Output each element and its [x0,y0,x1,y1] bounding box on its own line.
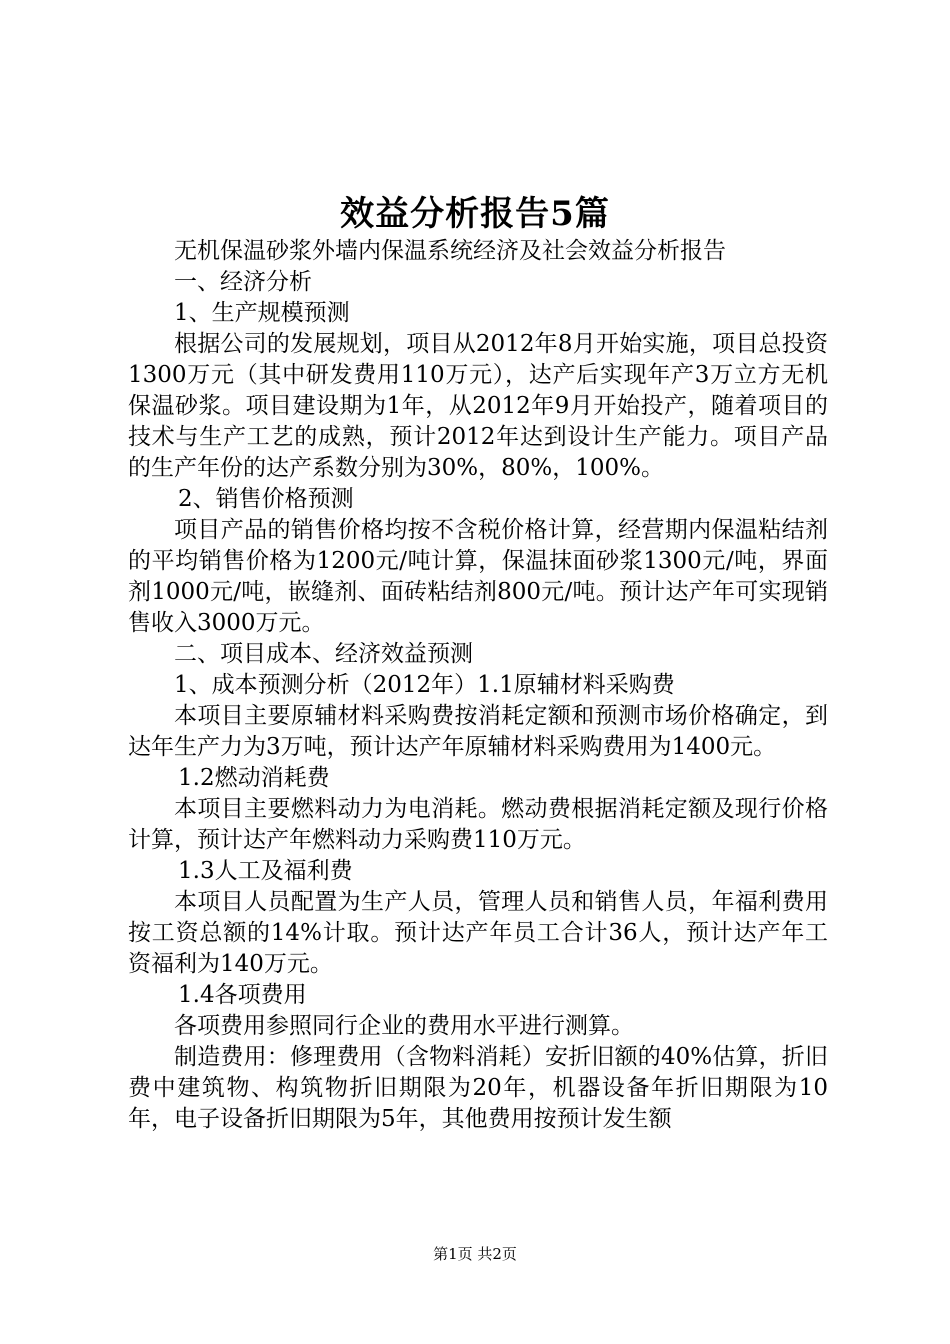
document-title: 效益分析报告5篇 [340,194,610,234]
subsection-heading: 1、成本预测分析（2012年）1.1原辅材料采购费 [174,672,675,698]
body-paragraph: 根据公司的发展规划，项目从2012年8月开始实施，项目总投资1300万元（其中研发费用110万元），达产后实现年产3万立方无机保温砂浆。项目建设期为1年，从2012年9月开始投产，随着项目的技术与生产工艺的成熟，预计2012年达到设计生产能力。项目产品的生产年份的达产系数分别为30%，80%，100%。 [128,331,828,481]
body-paragraph: 本项目主要燃料动力为电消耗。燃动费根据消耗定额及现行价格计算，预计达产年燃料动力采购费110万元。 [128,796,828,853]
body-paragraph: 项目产品的销售价格均按不含税价格计算，经营期内保温粘结剂的平均销售价格为1200元/吨计算，保温抹面砂浆1300元/吨，界面剂1000元/吨，嵌缝剂、面砖粘结剂800元/吨。预计达产年可实现销售收入3000万元。 [128,517,828,636]
subsection-heading: 1.2燃动消耗费 [178,765,330,791]
subsection-heading: 2、销售价格预测 [178,486,354,512]
subsection-heading: 1.3人工及福利费 [178,858,353,884]
section-heading: 一、经济分析 [174,269,312,295]
report-subtitle: 无机保温砂浆外墙内保温系统经济及社会效益分析报告 [174,238,726,264]
subsection-heading: 1.4各项费用 [178,982,307,1008]
page-footer: 第1页 共2页 [433,1245,517,1263]
body-paragraph: 本项目人员配置为生产人员，管理人员和销售人员，年福利费用按工资总额的14%计取。预计达产年员工合计36人，预计达产年工资福利为140万元。 [128,889,828,977]
document-body [128,236,828,1135]
section-heading: 二、项目成本、经济效益预测 [174,641,473,667]
body-paragraph: 制造费用：修理费用（含物料消耗）安折旧额的40%估算，折旧费中建筑物、构筑物折旧期限为20年，机器设备年折旧期限为10年，电子设备折旧期限为5年，其他费用按预计发生额 [128,1044,828,1132]
body-paragraph: 本项目主要原辅材料采购费按消耗定额和预测市场价格确定，到达年生产力为3万吨，预计达产年原辅材料采购费用为1400元。 [128,703,828,760]
subsection-heading: 1、生产规模预测 [174,300,350,326]
body-paragraph: 各项费用参照同行企业的费用水平进行测算。 [174,1013,634,1039]
